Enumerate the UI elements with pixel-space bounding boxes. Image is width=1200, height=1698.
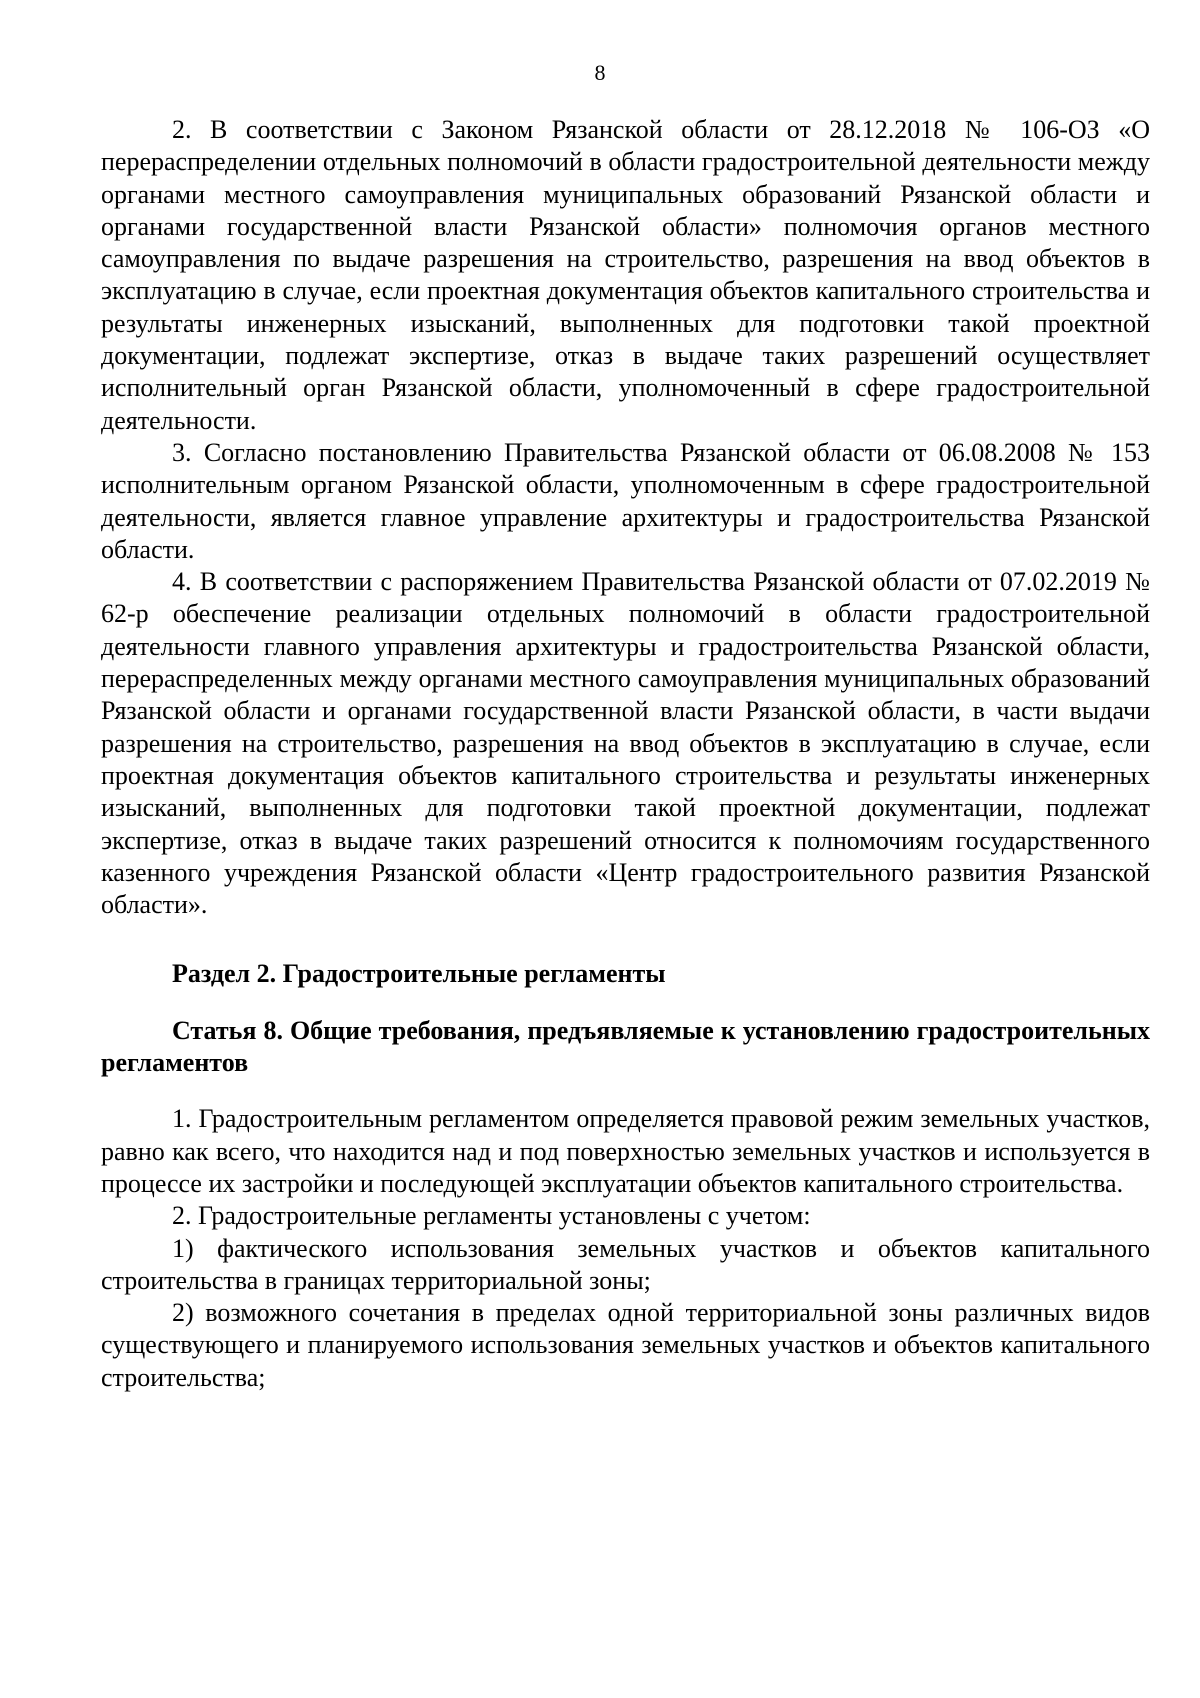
paragraph-regulation-factors: 2. Градостроительные регламенты установлены с учетом: (172, 1201, 811, 1231)
document-body (101, 114, 1150, 1394)
article-title: Статья 8. Общие требования, предъявляемые к установлению градостроительных регламентов (101, 1015, 1150, 1078)
list-item-actual-use: 1) фактического использования земельных участков и объектов капитального строительства в границах территориальной зоны; (101, 1233, 1150, 1295)
section-title: Раздел 2. Градостроительные регламенты (172, 959, 666, 989)
list-item-possible-combination: 2) возможного сочетания в пределах одной территориальной зоны различных видов существующего и планируемого использования земельных участков и объектов капитального строительства; (101, 1298, 1150, 1392)
page-number: 8 (594, 60, 606, 85)
paragraph-resolution-153: 3. Согласно постановлению Правительства Рязанской области от 06.08.2008 № 153 исполнительным органом Рязанской области, уполномоченным в сфере градостроительной деятельности, является главное управление архитектуры и градостроительства Рязанской области. (101, 437, 1150, 564)
paragraph-order-62-r: 4. В соответствии с распоряжением Правительства Рязанской области от 07.02.2019 № 62-р обеспечение реализации отдельных полномочий в области градостроительной деятельности главного управления архитектуры и градостроительства Рязанской области, перераспределенных между органами местного самоуправления муниципальных образований Рязанской области и органами государственной власти Рязанской области, в части выдачи разрешения на строительство, разрешения на ввод объектов в эксплуатацию в случае, если проектная документация объектов капитального строительства и результаты инженерных изысканий, выполненных для подготовки такой проектной документации, подлежат экспертизе, отказ в выдаче таких разрешений относится к полномочиям государственного казенного учреждения Рязанской области «Центр градостроительного развития Рязанской области». (101, 567, 1150, 920)
paragraph-law-106-oz: 2. В соответствии с Законом Рязанской области от 28.12.2018 № 106-ОЗ «О перераспределении отдельных полномочий в области градостроительной деятельности между органами местного самоуправления муниципальных образований Рязанской области и органами государственной власти Рязанской области» полномочия органов местного самоуправления по выдаче разрешения на строительство, разрешения на ввод объектов в эксплуатацию в случае, если проектная документация объектов капитального строительства и результаты инженерных изысканий, выполненных для подготовки такой проектной документации, подлежат экспертизе, отказ в выдаче таких разрешений осуществляет исполнительный орган Рязанской области, уполномоченный в сфере градостроительной деятельности. (101, 115, 1150, 435)
paragraph-regulation-definition: 1. Градостроительным регламентом определяется правовой режим земельных участков, равно как всего, что находится над и под поверхностью земельных участков и используется в процессе их застройки и последующей эксплуатации объектов капитального строительства. (101, 1104, 1150, 1198)
